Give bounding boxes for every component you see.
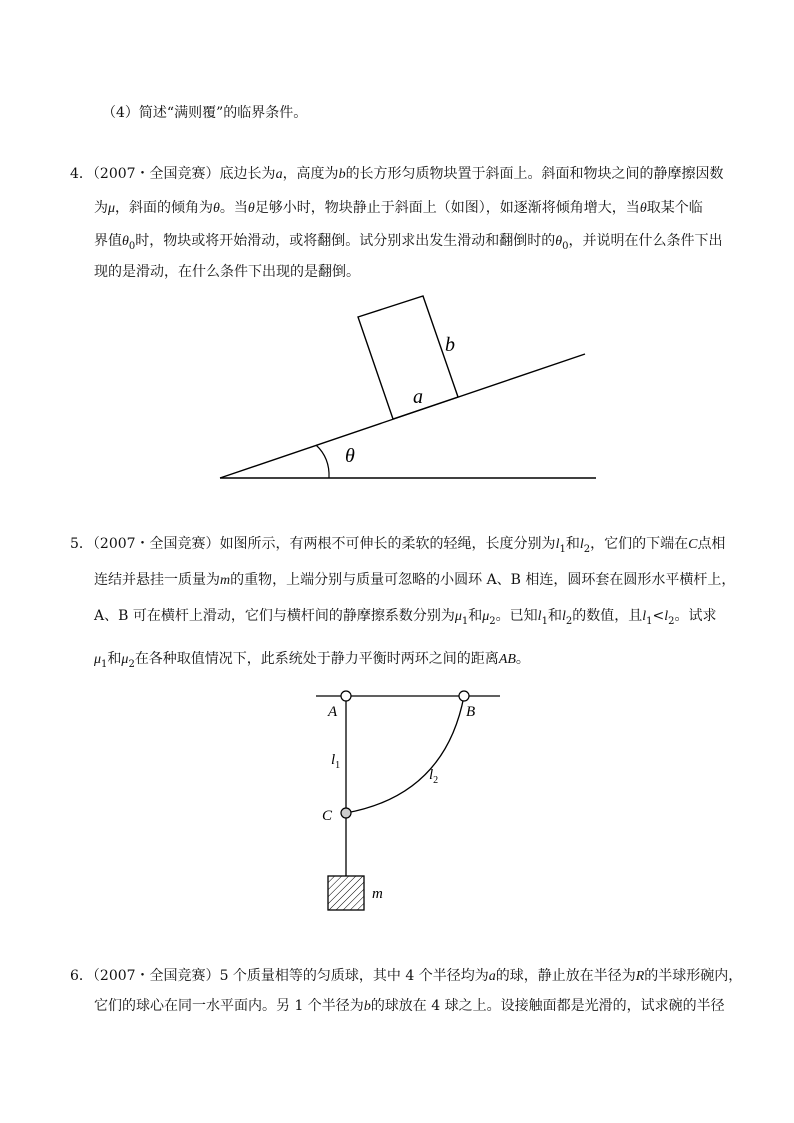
var-l: l	[664, 609, 669, 624]
subscript: 1	[559, 543, 566, 555]
var-theta0: θ	[555, 234, 563, 249]
var-l: l	[579, 537, 584, 552]
q6-line-2	[94, 997, 725, 1016]
q5-line-2	[94, 571, 735, 590]
q4-text: 为	[94, 200, 108, 216]
q5-text: 在各种取值情况下，此系统处于静力平衡时两环之间的距离	[134, 651, 499, 667]
q4-text: 时，物块或将开始滑动，或将翻倒。试分别求出发生滑动和翻倒时的	[135, 233, 556, 249]
q5-text: 。	[515, 651, 530, 667]
subscript: 2	[668, 615, 675, 627]
angle-arc	[316, 445, 329, 478]
label-l: l	[331, 752, 336, 768]
label-l1	[331, 752, 340, 771]
label-l2	[429, 767, 438, 786]
var-mu: μ	[454, 609, 462, 624]
q5-text: 点相	[697, 536, 726, 552]
label-C: C	[322, 808, 333, 824]
q4-text: 足够小时，物块静止于斜面上（如图），如逐渐将倾角增大，当	[254, 200, 640, 216]
var-theta0: θ	[122, 234, 129, 249]
q5-text: 和	[547, 608, 562, 624]
q5-line-4	[94, 650, 530, 674]
var-b: b	[363, 999, 371, 1014]
rings-figure	[0, 680, 794, 930]
q5-text: 和	[468, 608, 483, 624]
label-B: B	[466, 704, 476, 720]
q6-text: 它们的球心在同一水平面内。另 1 个半径为	[94, 998, 364, 1014]
q3-item4: （4）简述“满则覆”的临界条件。	[102, 105, 308, 121]
q4-line-2	[94, 199, 703, 218]
var-a: a	[275, 167, 283, 182]
subscript: 0	[128, 240, 136, 252]
q4-line-3	[94, 232, 723, 256]
subscript: 1	[101, 658, 108, 670]
q5-line-3	[94, 607, 716, 631]
label-b: b	[445, 334, 455, 356]
var-l: l	[537, 609, 542, 624]
var-a: a	[488, 969, 496, 984]
label-l: l	[429, 767, 434, 783]
subscript: 1	[335, 760, 341, 771]
var-C: C	[688, 537, 698, 552]
var-AB: AB	[498, 652, 516, 667]
ring-b	[459, 691, 469, 701]
q5-text: 。已知	[495, 608, 538, 624]
q5-text: 和	[565, 536, 580, 552]
q4-text: ，高度为	[282, 166, 339, 182]
q4-source: （2007・全国竞赛）	[92, 166, 220, 182]
subscript: 2	[583, 543, 591, 555]
q4-line-4: 现的是滑动，在什么条件下出现的是翻倒。	[94, 264, 360, 280]
subscript: 0	[562, 240, 569, 252]
q4-text: ，斜面的倾角为	[115, 200, 214, 216]
q4-number: 4．	[70, 166, 93, 182]
q6-line-1	[70, 967, 742, 986]
q5-text: 的数值，且	[572, 608, 643, 624]
var-theta: θ	[247, 201, 255, 216]
var-mu: μ	[108, 201, 116, 216]
ring-a	[341, 691, 351, 701]
var-l: l	[561, 609, 566, 624]
q5-text: ，它们的下端在	[590, 536, 689, 552]
subscript: 1	[461, 615, 469, 627]
var-mu: μ	[482, 609, 490, 624]
label-A: A	[328, 704, 338, 720]
q4-text: 底边长为	[219, 166, 276, 182]
subscript: 2	[565, 615, 573, 627]
var-l: l	[642, 609, 647, 624]
q6-text: 的球放在 4 球之上。设接触面都是光滑的，试求碗的半径	[370, 998, 725, 1014]
var-m: m	[220, 573, 231, 588]
q5-text: 的重物，上端分别与质量可忽略的小圆环 A、B 相连，圆环套在圆形水平横杆上，	[230, 572, 736, 588]
rope-l2	[346, 696, 464, 813]
q5-text: A、B 可在横杆上滑动，它们与横杆间的静摩擦系数分别为	[94, 608, 455, 624]
subscript: 2	[489, 615, 496, 627]
weight-m	[328, 876, 364, 910]
q4-text: 取某个临	[646, 200, 703, 216]
q6-text: 的半球形碗内，	[644, 968, 743, 984]
var-b: b	[338, 167, 346, 182]
q6-number: 6．	[70, 968, 93, 984]
knot-c	[341, 808, 351, 818]
label-a: a	[413, 386, 423, 408]
q5-text: <	[652, 608, 665, 624]
rectangular-block	[358, 296, 458, 419]
q6-source: （2007・全国竞赛）	[92, 968, 220, 984]
q5-source: （2007・全国竞赛）	[92, 536, 220, 552]
subscript: 1	[541, 615, 548, 627]
q5-text: 。试求	[674, 608, 717, 624]
label-m: m	[372, 886, 383, 902]
q5-number: 5．	[70, 536, 93, 552]
var-mu: μ	[94, 652, 102, 667]
q5-line-1	[70, 535, 725, 559]
q5-text: 连结并悬挂一质量为	[94, 572, 220, 588]
incline-figure	[0, 290, 794, 510]
q4-text: 界值	[94, 233, 122, 249]
subscript: 2	[433, 775, 439, 786]
q6-text: 5 个质量相等的匀质球，其中 4 个半径均为	[219, 968, 489, 984]
label-theta: θ	[345, 445, 355, 467]
q4-text: 的长方形匀质物块置于斜面上。斜面和物块之间的静摩擦因数	[345, 166, 724, 182]
q5-text: 和	[107, 651, 122, 667]
q4-text: 。当	[219, 200, 248, 216]
var-mu: μ	[121, 652, 129, 667]
subscript: 2	[128, 658, 135, 670]
var-R: R	[635, 969, 645, 984]
q6-text: 的球，静止放在半径为	[495, 968, 636, 984]
q5-text: 如图所示，有两根不可伸长的柔软的轻绳，长度分别为	[219, 536, 556, 552]
subscript: 1	[646, 615, 653, 627]
var-l: l	[555, 537, 560, 552]
var-theta: θ	[639, 201, 647, 216]
q4-line-1	[70, 165, 724, 184]
var-theta: θ	[213, 201, 220, 216]
q4-text: ，并说明在什么条件下出	[568, 233, 723, 249]
